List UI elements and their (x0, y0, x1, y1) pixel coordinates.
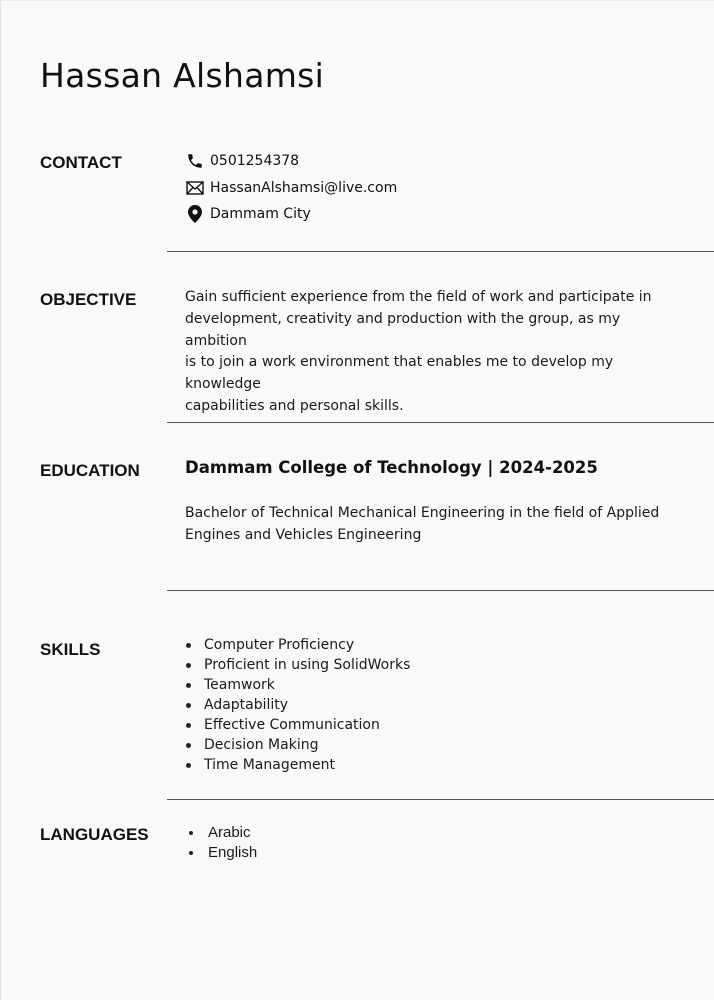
language-label: Arabic (208, 824, 251, 841)
skill-item (186, 695, 410, 715)
skill-label: Effective Communication (204, 717, 380, 733)
map-pin-icon (186, 205, 204, 223)
bullet (186, 683, 191, 688)
page-top-border (0, 0, 714, 1)
bullet (186, 723, 191, 728)
skill-label: Time Management (204, 757, 335, 773)
languages-list (189, 823, 257, 863)
language-label: English (208, 844, 258, 861)
language-item (189, 843, 257, 863)
divider (167, 799, 714, 800)
bullet (189, 851, 193, 855)
education-line: Bachelor of Technical Mechanical Engineering in the field of Applied (185, 505, 660, 521)
page-border (0, 0, 1, 1000)
education-description (185, 503, 685, 547)
phone-number: 0501254378 (210, 153, 300, 169)
objective-text (185, 287, 685, 418)
education-heading: Dammam College of Technology | 2024-2025 (185, 458, 598, 477)
skill-label: Adaptability (204, 697, 289, 713)
bullet (186, 703, 191, 708)
skill-item (186, 655, 410, 675)
phone-icon (186, 152, 204, 170)
skill-label: Proficient in using SolidWorks (204, 657, 411, 673)
skill-label: Computer Proficiency (204, 637, 355, 653)
skill-item (186, 715, 410, 735)
contact-location (186, 205, 311, 223)
contact-email (186, 179, 397, 197)
objective-line: development, creativity and production with the group, as my ambition (185, 310, 621, 349)
contact-phone (186, 152, 299, 170)
divider (167, 251, 714, 252)
bullet (186, 763, 191, 768)
location: Dammam City (210, 206, 311, 222)
bullet (186, 663, 191, 668)
skill-item (186, 735, 410, 755)
divider (167, 590, 714, 591)
section-title-contact: CONTACT (40, 153, 122, 172)
objective-line: capabilities and personal skills. (185, 397, 404, 414)
envelope-icon (186, 179, 204, 197)
skills-list (186, 635, 410, 775)
bullet (186, 743, 191, 748)
bullet (189, 831, 193, 835)
skill-item (186, 755, 410, 775)
skill-item (186, 675, 410, 695)
skill-label: Teamwork (204, 677, 275, 693)
resume-name: Hassan Alshamsi (40, 56, 325, 95)
objective-line: Gain sufficient experience from the field of work and participate in (185, 289, 652, 305)
divider (167, 422, 714, 423)
skill-item (186, 635, 410, 655)
language-item (189, 823, 257, 843)
section-title-education: EDUCATION (40, 461, 140, 480)
objective-line: is to join a work environment that enables me to develop my knowledge (185, 354, 614, 393)
bullet (186, 643, 191, 648)
section-title-objective: OBJECTIVE (40, 290, 137, 309)
email-address: HassanAlshamsi@live.com (210, 180, 398, 196)
section-title-skills: SKILLS (40, 640, 101, 659)
skill-label: Decision Making (204, 737, 319, 753)
section-title-languages: LANGUAGES (40, 825, 149, 844)
education-line: Engines and Vehicles Engineering (185, 526, 422, 543)
